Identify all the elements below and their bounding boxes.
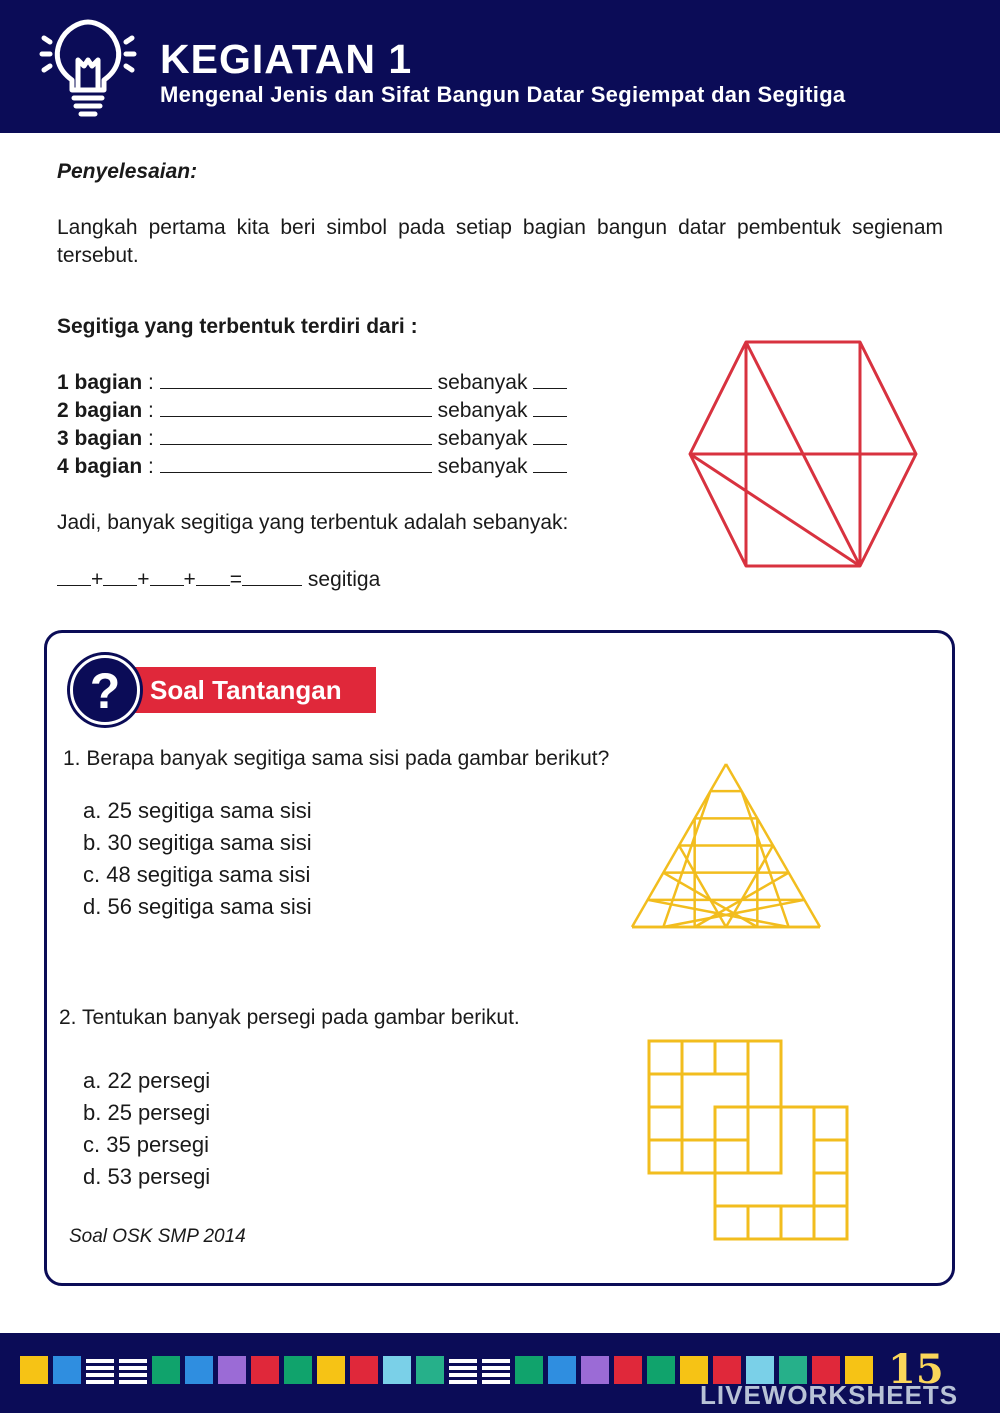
sum-blank-1[interactable] — [57, 566, 91, 586]
question-1: 1. Berapa banyak segitiga sama sisi pada gambar berikut? — [63, 747, 610, 770]
sum-equation — [57, 566, 380, 594]
solution-heading: Penyelesaian: — [57, 160, 198, 183]
conclusion-text: Jadi, banyak segitiga yang terbentuk adalah sebanyak: — [57, 511, 569, 534]
source-note: Soal OSK SMP 2014 — [69, 1226, 246, 1247]
decorative-tile — [647, 1356, 675, 1384]
decorative-tile — [185, 1356, 213, 1384]
answer-row-3: 3 bagian : sebanyak — [57, 425, 567, 453]
decorative-tile — [152, 1356, 180, 1384]
count-blank[interactable] — [533, 425, 567, 445]
lightbulb-icon — [38, 12, 138, 122]
answer-row-1: 1 bagian : sebanyak — [57, 369, 567, 397]
sum-total-blank[interactable] — [242, 566, 302, 586]
decorative-tile — [119, 1356, 147, 1384]
row-label: 4 bagian — [57, 455, 143, 478]
sum-blank-2[interactable] — [103, 566, 137, 586]
decorative-tile — [251, 1356, 279, 1384]
decorative-tile — [383, 1356, 411, 1384]
decorative-tile — [20, 1356, 48, 1384]
answer-blank[interactable] — [160, 453, 432, 473]
row-label: 1 bagian — [57, 371, 143, 394]
q1-option-a[interactable]: a. 25 segitiga sama sisi — [83, 798, 312, 823]
count-blank[interactable] — [533, 453, 567, 473]
square-grid-figure — [646, 1038, 852, 1244]
hexagon-figure — [685, 338, 921, 570]
q2-option-a[interactable]: a. 22 persegi — [83, 1068, 211, 1093]
row-suffix: sebanyak — [437, 427, 528, 450]
sum-blank-4[interactable] — [196, 566, 230, 586]
plus-sign: + — [137, 568, 150, 591]
decorative-tile — [548, 1356, 576, 1384]
question-mark-icon: ? — [70, 655, 140, 725]
plus-sign: + — [91, 568, 104, 591]
q2-option-c[interactable]: c. 35 persegi — [83, 1132, 209, 1157]
q2-option-b[interactable]: b. 25 persegi — [83, 1100, 211, 1125]
answer-blank[interactable] — [160, 425, 432, 445]
sum-blank-3[interactable] — [150, 566, 184, 586]
decorative-tile — [86, 1356, 114, 1384]
answer-blank[interactable] — [160, 369, 432, 389]
row-suffix: sebanyak — [437, 455, 528, 478]
triangles-heading: Segitiga yang terbentuk terdiri dari : — [57, 315, 418, 338]
q1-option-b[interactable]: b. 30 segitiga sama sisi — [83, 830, 312, 855]
answer-blank[interactable] — [160, 397, 432, 417]
decorative-tile — [515, 1356, 543, 1384]
page-number: 15 — [888, 1346, 944, 1393]
triangle-grid-figure — [628, 760, 824, 932]
sum-unit: segitiga — [307, 568, 381, 591]
count-blank[interactable] — [533, 369, 567, 389]
row-suffix: sebanyak — [437, 399, 528, 422]
equals-sign: = — [229, 568, 243, 591]
decorative-tile — [416, 1356, 444, 1384]
decorative-tile — [482, 1356, 510, 1384]
row-suffix: sebanyak — [437, 371, 528, 394]
decorative-tile — [317, 1356, 345, 1384]
answer-row-2: 2 bagian : sebanyak — [57, 397, 567, 425]
count-blank[interactable] — [533, 397, 567, 417]
decorative-tile — [581, 1356, 609, 1384]
decorative-tile — [614, 1356, 642, 1384]
q1-option-d[interactable]: d. 56 segitiga sama sisi — [83, 894, 312, 919]
activity-title: KEGIATAN 1 — [160, 36, 413, 82]
solution-intro: Langkah pertama kita beri simbol pada setiap bagian bangun datar pembentuk segienam tersebut. — [57, 216, 943, 267]
activity-subtitle: Mengenal Jenis dan Sifat Bangun Datar Segiempat dan Segitiga — [160, 82, 846, 107]
decorative-tile — [449, 1356, 477, 1384]
decorative-tile — [218, 1356, 246, 1384]
answer-row-4: 4 bagian : sebanyak — [57, 453, 567, 481]
row-label: 2 bagian — [57, 399, 143, 422]
challenge-badge-label: Soal Tantangan — [130, 667, 376, 713]
q2-option-d[interactable]: d. 53 persegi — [83, 1164, 211, 1189]
question-2: 2. Tentukan banyak persegi pada gambar berikut. — [59, 1006, 520, 1029]
liveworksheets-watermark: LIVEWORKSHEETS — [700, 1380, 959, 1410]
decorative-tile — [350, 1356, 378, 1384]
decorative-tile — [284, 1356, 312, 1384]
decorative-tile — [53, 1356, 81, 1384]
row-label: 3 bagian — [57, 427, 143, 450]
plus-sign: + — [183, 568, 196, 591]
q1-option-c[interactable]: c. 48 segitiga sama sisi — [83, 862, 311, 887]
header-banner — [0, 0, 1000, 133]
